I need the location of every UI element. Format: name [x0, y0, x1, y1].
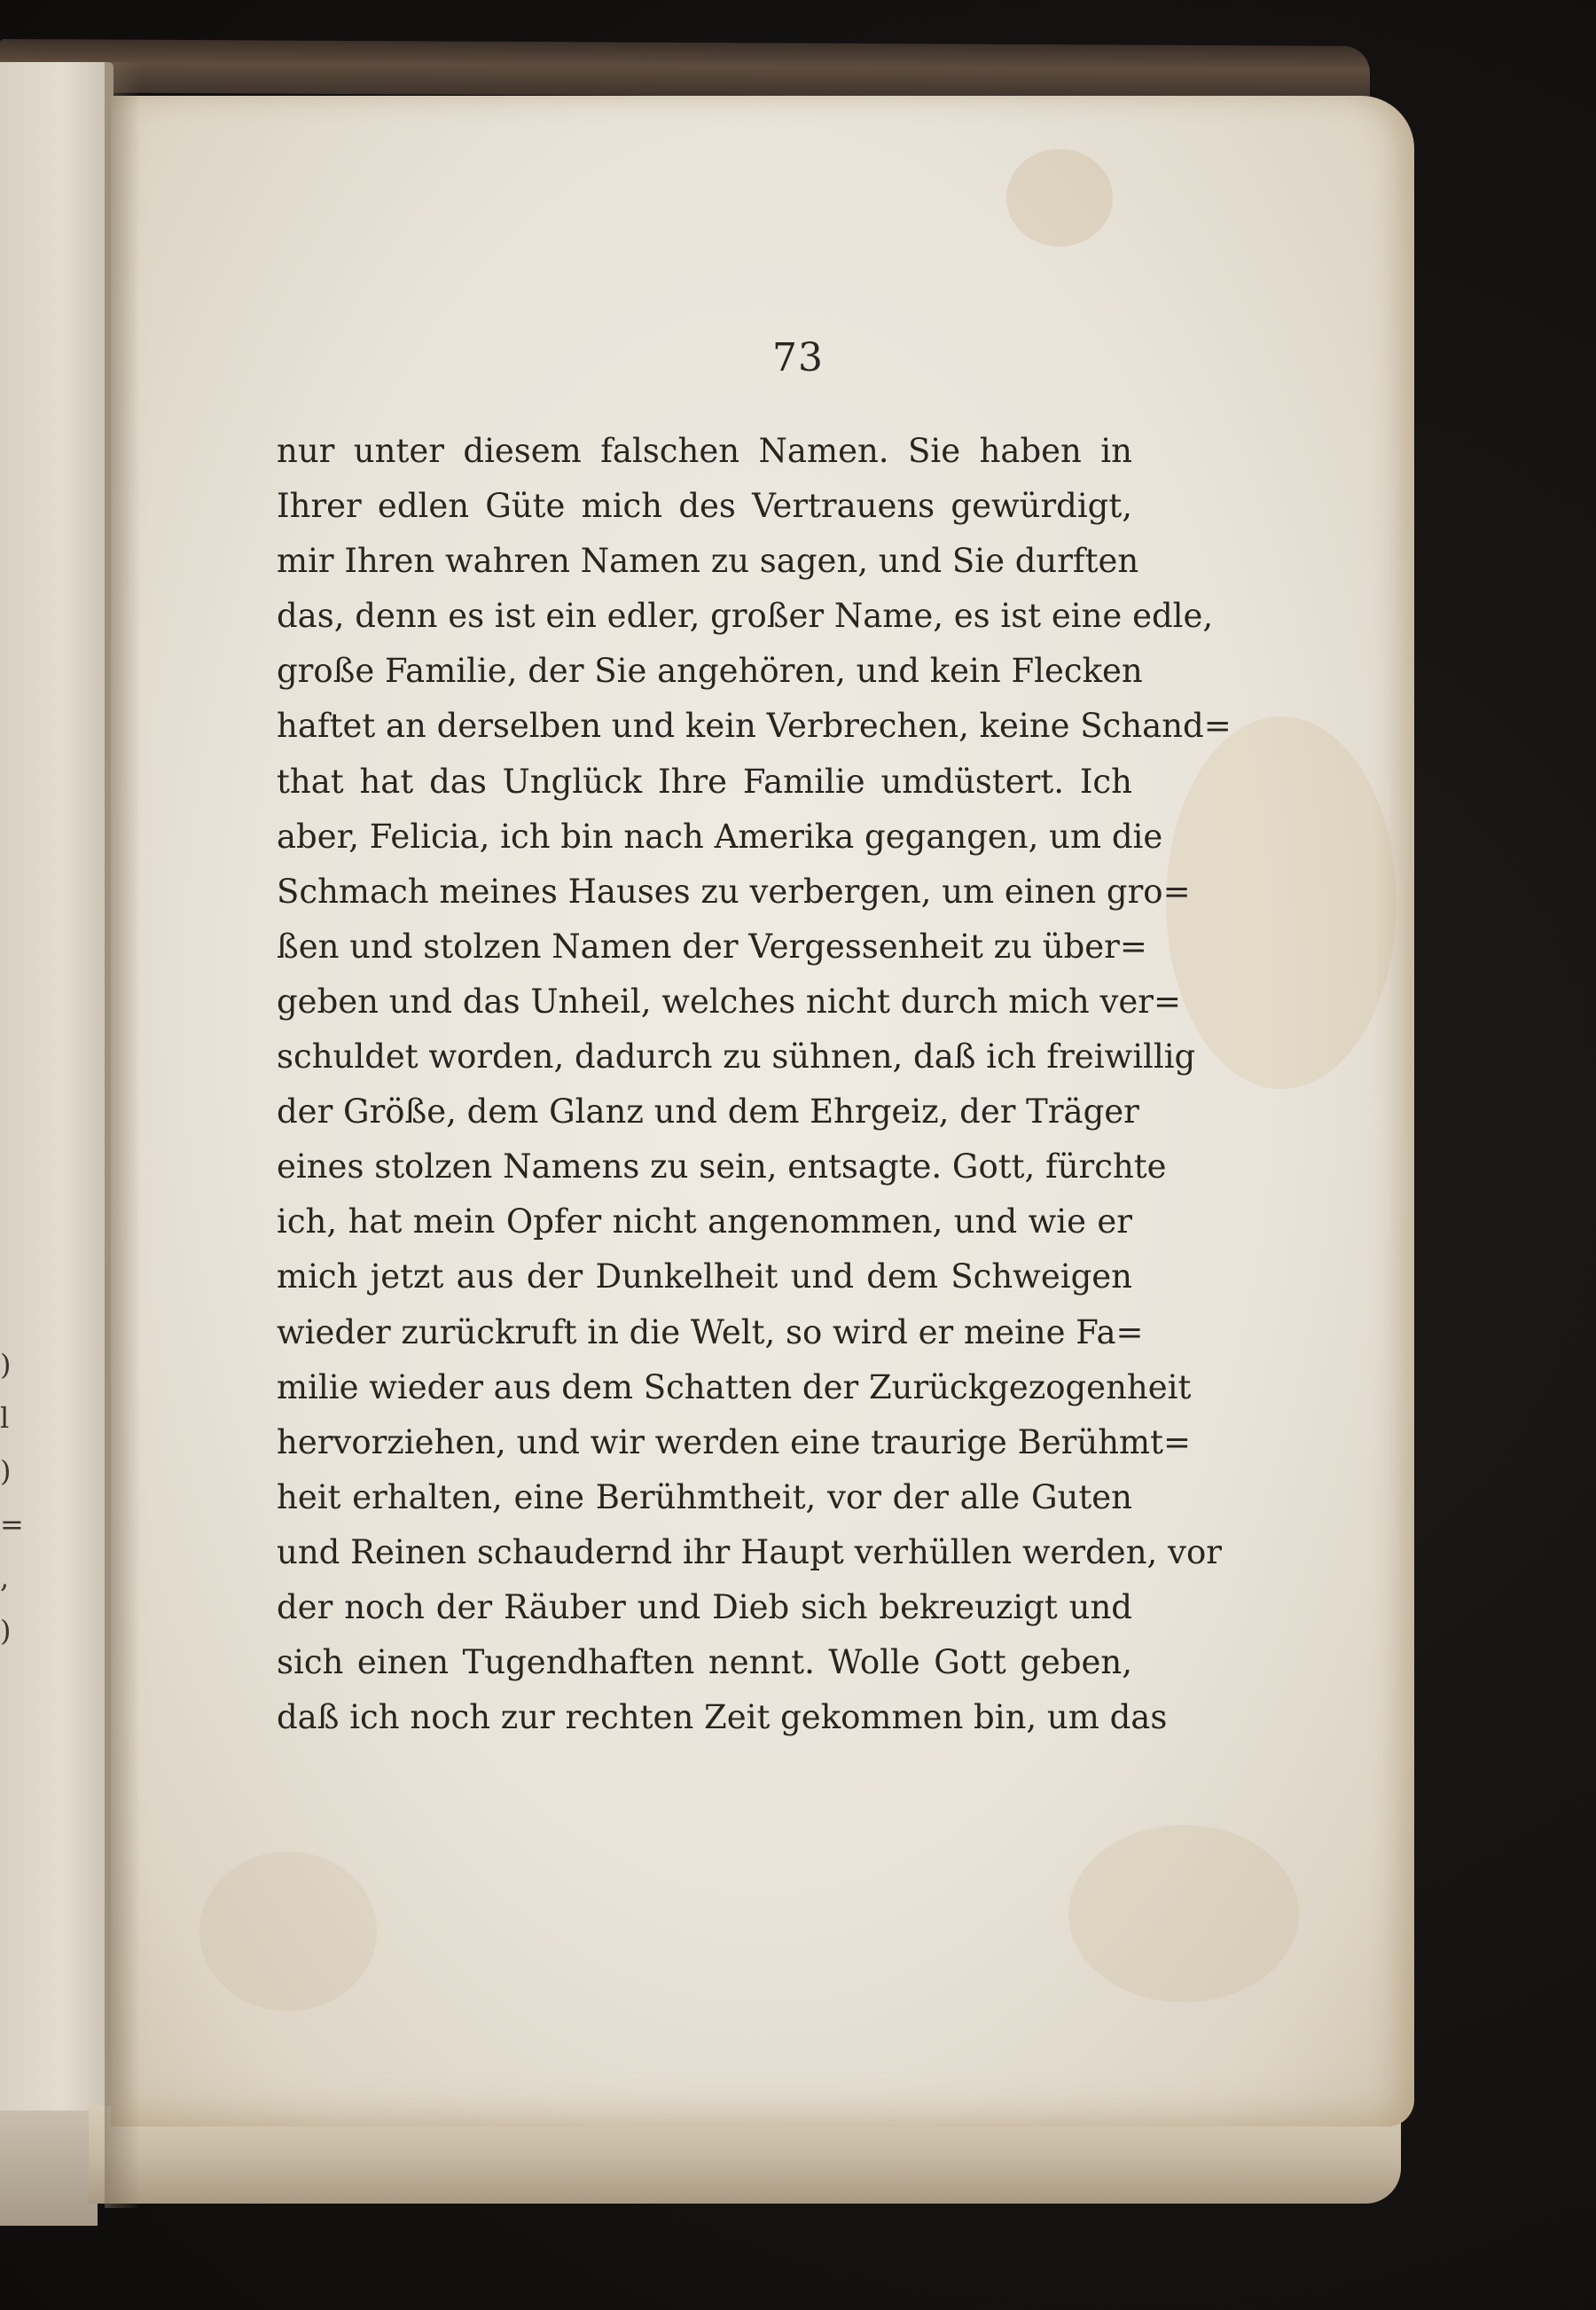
text-line: und Reinen schaudernd ihr Haupt verhüllen werden, vor — [277, 1532, 1222, 1571]
left-page-mark: ) — [0, 1348, 12, 1382]
text-line: that hat das Unglück Ihre Familie umdüstert. Ich — [277, 762, 1132, 801]
paper-stain — [1006, 149, 1113, 247]
left-page-mark: l — [0, 1401, 10, 1435]
text-line: der noch der Räuber und Dieb sich bekreuzigt und — [277, 1587, 1132, 1626]
text-line: milie wieder aus dem Schatten der Zurückgezogenheit — [277, 1367, 1192, 1406]
text-line: wieder zurückruft in die Welt, so wird er meine Fa= — [277, 1312, 1144, 1351]
text-line: sich einen Tugendhaften nennt. Wolle Gott geben, — [277, 1643, 1132, 1682]
left-page-bottom — [0, 2110, 98, 2226]
paper-stain — [1166, 716, 1396, 1089]
paper-stain — [200, 1852, 377, 2011]
text-line: ßen und stolzen Namen der Vergessenheit zu über= — [277, 927, 1147, 966]
text-line: der Größe, dem Glanz und dem Ehrgeiz, der Träger — [277, 1092, 1139, 1132]
text-line: mir Ihren wahren Namen zu sagen, und Sie durften — [277, 542, 1139, 581]
text-line: aber, Felicia, ich bin nach Amerika gegangen, um die — [277, 817, 1163, 856]
text-line: hervorziehen, und wir werden eine traurige Berühmt= — [277, 1422, 1191, 1461]
text-line: eines stolzen Namens zu sein, entsagte. Gott, fürchte — [277, 1147, 1167, 1186]
left-page-mark: ) — [0, 1454, 12, 1488]
text-line: daß ich noch zur rechten Zeit gekommen bin, um das — [277, 1698, 1168, 1737]
left-page-mark: ) — [0, 1614, 12, 1648]
body-text — [277, 424, 1232, 1745]
text-line: Schmach meines Hauses zu verbergen, um einen gro= — [277, 872, 1191, 911]
left-page-mark: = — [0, 1507, 24, 1541]
text-line: schuldet worden, dadurch zu sühnen, daß ich freiwillig — [277, 1038, 1196, 1077]
text-line: Ihrer edlen Güte mich des Vertrauens gewürdigt, — [277, 487, 1132, 526]
text-line: das, denn es ist ein edler, großer Name, es ist eine edle, — [277, 597, 1214, 636]
paper-stain — [1068, 1825, 1299, 2002]
text-line: haftet an derselben und kein Verbrechen, keine Schand= — [277, 707, 1232, 746]
text-line: mich jetzt aus der Dunkelheit und dem Schweigen — [277, 1257, 1132, 1296]
page-number: 73 — [772, 335, 824, 380]
book-cover-top-edge — [0, 39, 1370, 99]
spine-shadow — [105, 62, 140, 2208]
text-line: geben und das Unheil, welches nicht durch mich ver= — [277, 982, 1181, 1021]
left-page-mark: , — [0, 1561, 10, 1594]
text-line: ich, hat mein Opfer nicht angenommen, und wie er — [277, 1202, 1132, 1241]
text-line: heit erhalten, eine Berühmtheit, vor der alle Guten — [277, 1477, 1132, 1516]
text-line: nur unter diesem falschen Namen. Sie haben in — [277, 432, 1132, 470]
text-line: große Familie, der Sie angehören, und kein Flecken — [277, 652, 1143, 691]
